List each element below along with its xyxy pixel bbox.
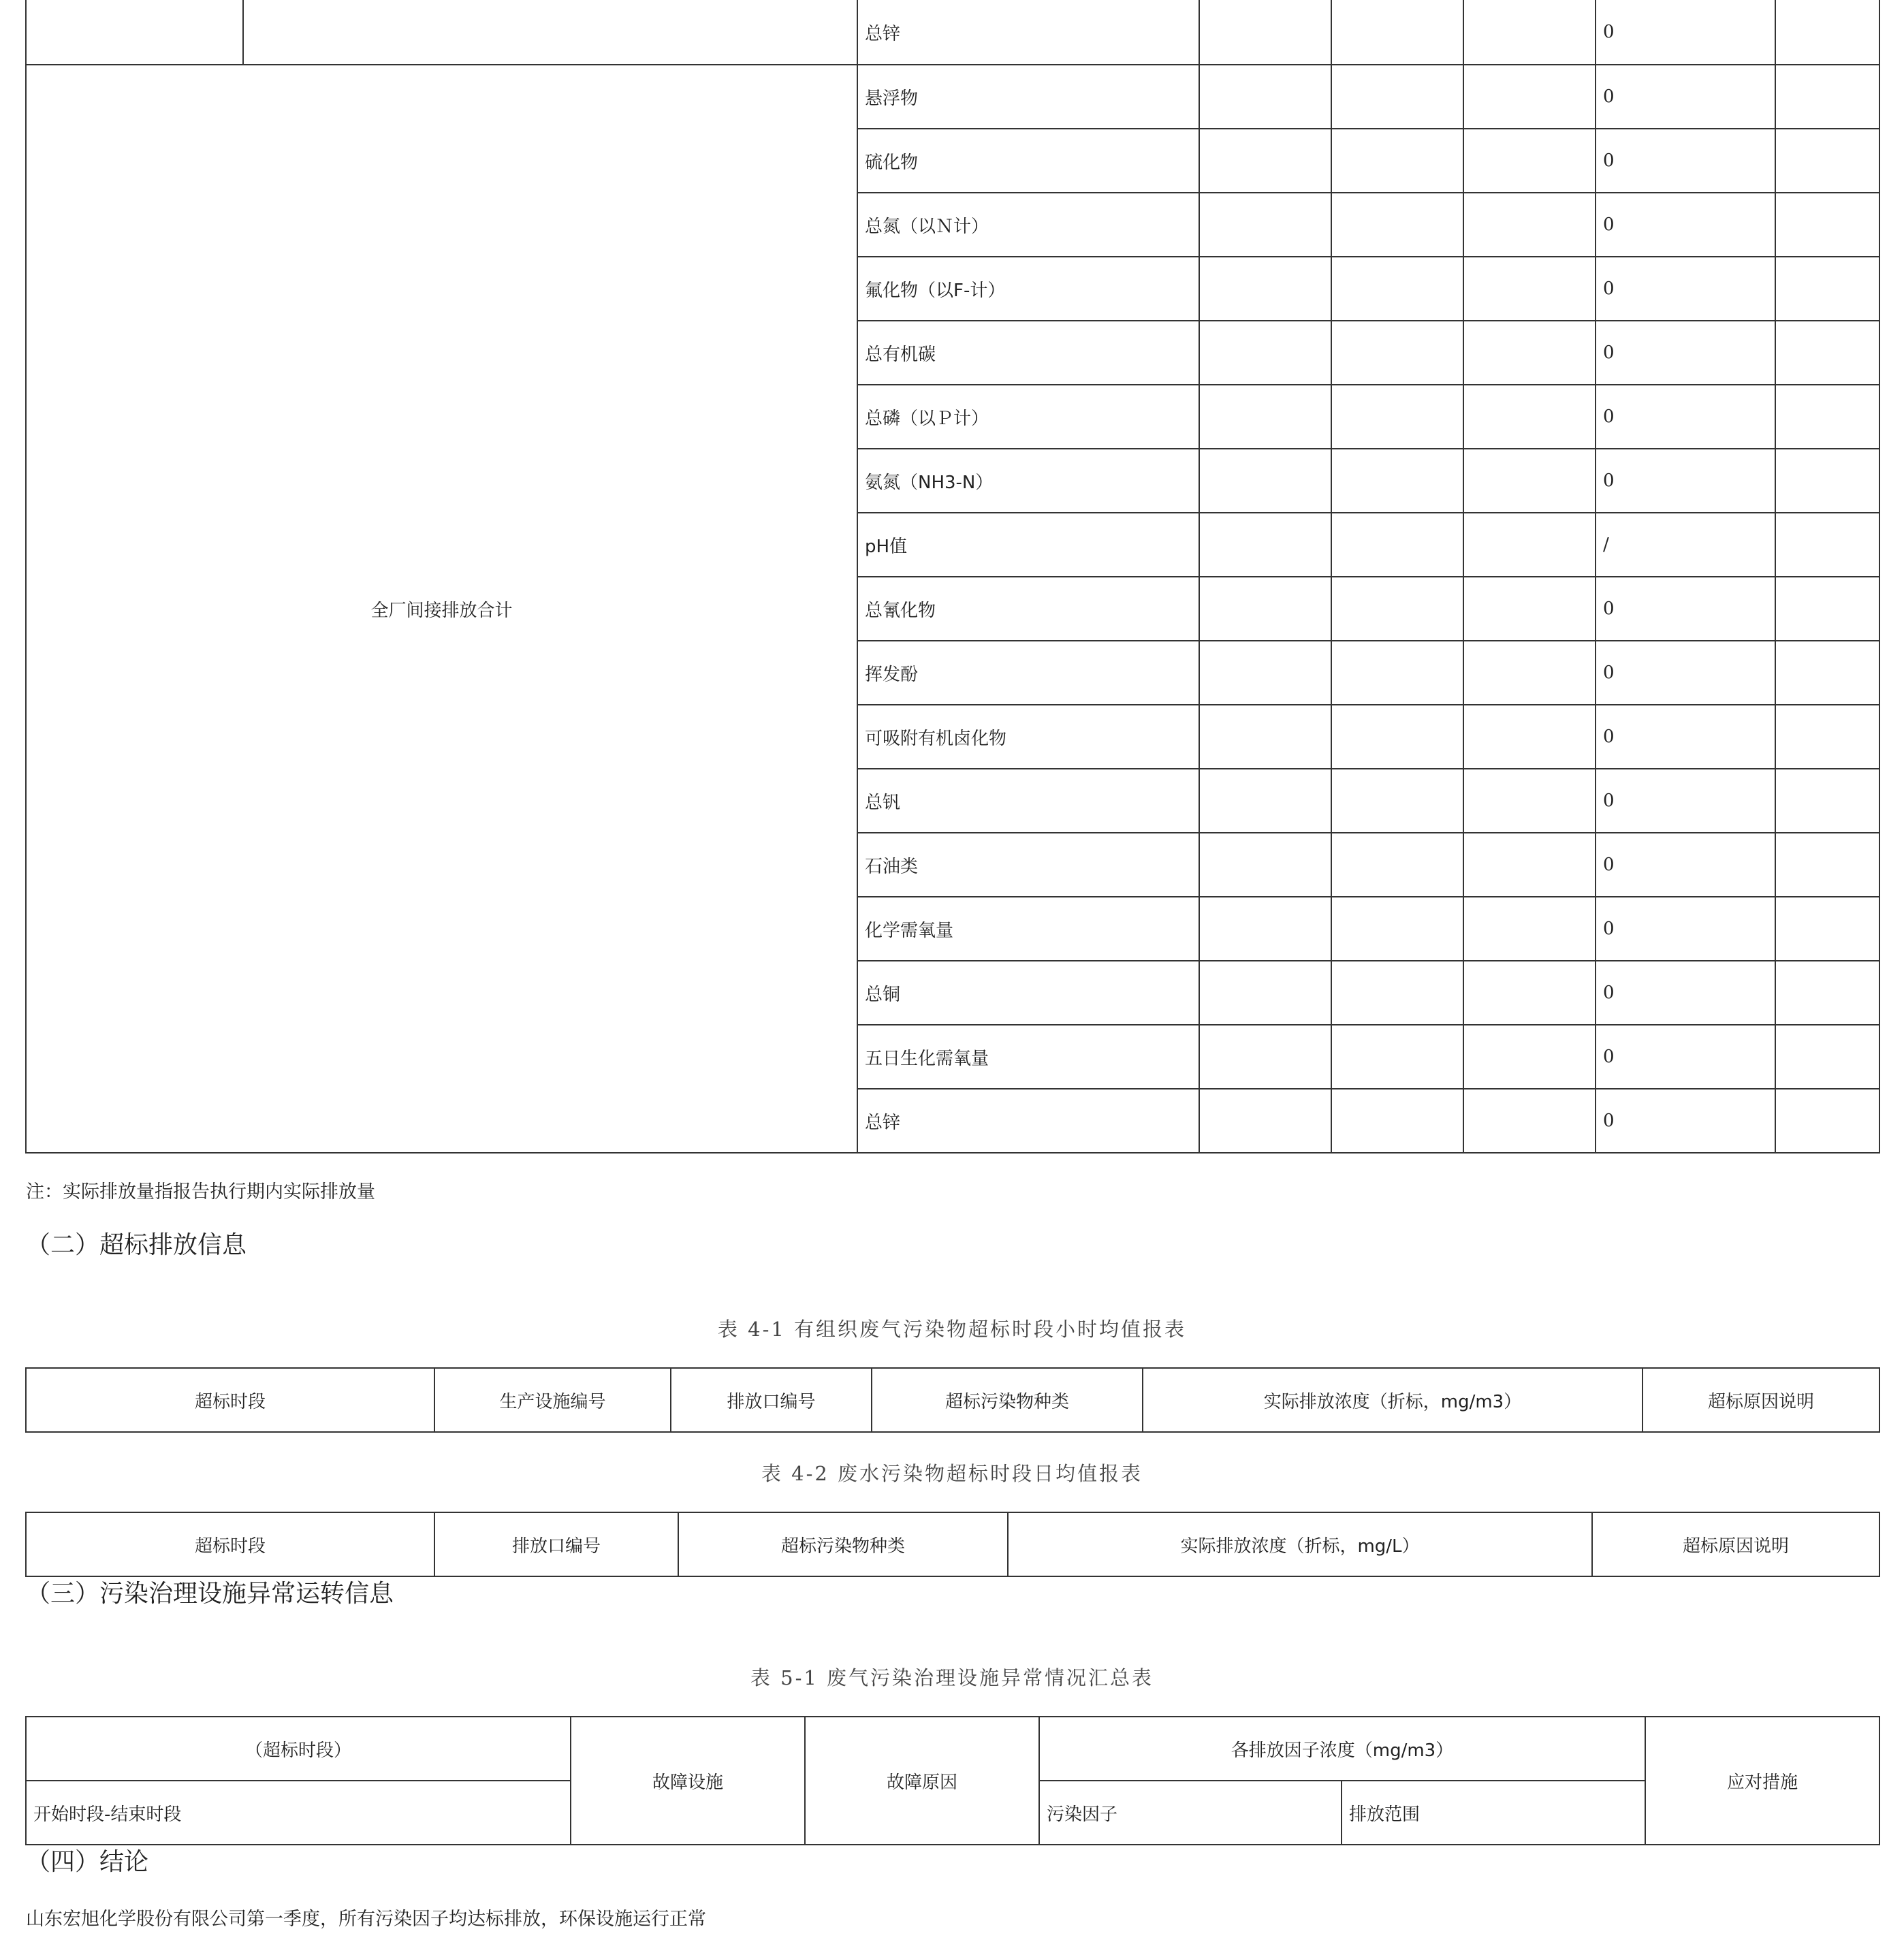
- pollutant-name-cell: 氨氮（NH3-N）: [857, 449, 1199, 513]
- cell-empty: [1775, 321, 1879, 385]
- table-4-2-caption: 表 4-2 废水污染物超标时段日均值报表: [761, 1462, 1143, 1485]
- cell-empty: [1331, 129, 1463, 193]
- cell-empty: [1199, 769, 1331, 833]
- table-header-row: [26, 1368, 1879, 1432]
- pollutant-name-cell: 总氰化物: [857, 577, 1199, 641]
- header-cell: 超标污染物种类: [872, 1368, 1143, 1432]
- cell-empty: [1199, 1025, 1331, 1089]
- header-cell: 超标时段: [26, 1368, 434, 1432]
- cell-empty: [1463, 1025, 1596, 1089]
- emission-value-cell: 0: [1596, 0, 1775, 65]
- cell-empty: [1463, 961, 1596, 1025]
- table-5-1-caption: 表 5-1 废气污染治理设施异常情况汇总表: [750, 1666, 1154, 1689]
- cell-empty: [1463, 641, 1596, 705]
- pollutant-name-cell: 总锌: [857, 0, 1199, 65]
- cell-empty: [1463, 449, 1596, 513]
- cell-empty: [1331, 1089, 1463, 1153]
- group-label-cell: 全厂间接排放合计: [26, 65, 857, 1153]
- pollutant-name-cell: 硫化物: [857, 129, 1199, 193]
- cell-empty: [1463, 0, 1596, 65]
- emission-value-cell: 0: [1596, 257, 1775, 321]
- cell-empty: [1775, 385, 1879, 449]
- cell-empty: [1331, 257, 1463, 321]
- countermeasure-header: 应对措施: [1645, 1717, 1879, 1845]
- footnote: 注：实际排放量指报告执行期内实际排放量: [26, 1181, 375, 1203]
- cell-empty: [1199, 257, 1331, 321]
- cell-empty: [1199, 0, 1331, 65]
- cell-empty: [1331, 513, 1463, 577]
- cell-empty: [1463, 513, 1596, 577]
- cell-empty: [1463, 577, 1596, 641]
- pollution-factor-header: 污染因子: [1039, 1781, 1342, 1845]
- cell-empty: [1199, 449, 1331, 513]
- cell-empty: [1331, 65, 1463, 129]
- cell-empty: [26, 0, 243, 65]
- period-header: （超标时段）: [26, 1717, 571, 1781]
- pollutant-name-cell: 石油类: [857, 833, 1199, 897]
- emission-range-header: 排放范围: [1342, 1781, 1645, 1845]
- pollutant-emission-table: [25, 0, 1880, 1153]
- concentration-header: 各排放因子浓度（mg/m3）: [1039, 1717, 1645, 1781]
- cell-empty: [1775, 65, 1879, 129]
- emission-value-cell: 0: [1596, 1025, 1775, 1089]
- fault-reason-header: 故障原因: [805, 1717, 1039, 1845]
- pollutant-name-cell: 总钒: [857, 769, 1199, 833]
- table-header-row: [26, 1512, 1879, 1576]
- cell-empty: [1199, 833, 1331, 897]
- cell-empty: [1775, 257, 1879, 321]
- cell-empty: [1199, 577, 1331, 641]
- cell-empty: [1463, 705, 1596, 769]
- pollutant-name-cell: 化学需氧量: [857, 897, 1199, 961]
- cell-empty: [1775, 193, 1879, 257]
- table-row: [26, 65, 1879, 129]
- cell-empty: [1331, 0, 1463, 65]
- cell-empty: [1775, 769, 1879, 833]
- cell-empty: [1775, 833, 1879, 897]
- cell-empty: [1775, 449, 1879, 513]
- header-cell: 排放口编号: [434, 1512, 678, 1576]
- cell-empty: [1775, 129, 1879, 193]
- cell-empty: [1331, 321, 1463, 385]
- cell-empty: [1199, 385, 1331, 449]
- cell-empty: [1463, 321, 1596, 385]
- cell-empty: [1331, 641, 1463, 705]
- table-5-1: [25, 1716, 1880, 1845]
- table-4-1: [25, 1367, 1880, 1433]
- pollutant-name-cell: 悬浮物: [857, 65, 1199, 129]
- cell-empty: [1331, 385, 1463, 449]
- pollutant-name-cell: 挥发酚: [857, 641, 1199, 705]
- emission-value-cell: 0: [1596, 769, 1775, 833]
- cell-empty: [1199, 641, 1331, 705]
- emission-value-cell: 0: [1596, 321, 1775, 385]
- cell-empty: [1199, 129, 1331, 193]
- emission-value-cell: 0: [1596, 833, 1775, 897]
- cell-empty: [1775, 705, 1879, 769]
- cell-empty: [1463, 65, 1596, 129]
- pollutant-name-cell: 可吸附有机卤化物: [857, 705, 1199, 769]
- cell-empty: [1199, 65, 1331, 129]
- cell-empty: [1775, 897, 1879, 961]
- cell-empty: [1331, 833, 1463, 897]
- cell-empty: [1331, 705, 1463, 769]
- table-4-1-caption: 表 4-1 有组织废气污染物超标时段小时均值报表: [717, 1318, 1187, 1341]
- header-cell: 排放口编号: [671, 1368, 872, 1432]
- cell-empty: [1463, 769, 1596, 833]
- cell-empty: [1331, 1025, 1463, 1089]
- emission-value-cell: 0: [1596, 577, 1775, 641]
- cell-empty: [1331, 769, 1463, 833]
- emission-value-cell: 0: [1596, 193, 1775, 257]
- emission-value-cell: /: [1596, 513, 1775, 577]
- cell-empty: [1199, 1089, 1331, 1153]
- emission-value-cell: 0: [1596, 129, 1775, 193]
- section-title-conclusion: （四）结论: [26, 1848, 149, 1876]
- faulty-facility-header: 故障设施: [571, 1717, 805, 1845]
- pollutant-name-cell: 五日生化需氧量: [857, 1025, 1199, 1089]
- header-cell: 生产设施编号: [434, 1368, 671, 1432]
- cell-empty: [1775, 961, 1879, 1025]
- cell-empty: [1331, 449, 1463, 513]
- cell-empty: [1199, 193, 1331, 257]
- section-title-exceedance: （二）超标排放信息: [26, 1231, 247, 1259]
- header-cell: 超标时段: [26, 1512, 434, 1576]
- cell-empty: [1199, 961, 1331, 1025]
- cell-empty: [1463, 897, 1596, 961]
- emission-value-cell: 0: [1596, 65, 1775, 129]
- pollutant-name-cell: pH值: [857, 513, 1199, 577]
- header-cell: 实际排放浓度（折标，mg/L）: [1008, 1512, 1592, 1576]
- cell-empty: [1463, 833, 1596, 897]
- pollutant-name-cell: 总有机碳: [857, 321, 1199, 385]
- pollutant-name-cell: 总锌: [857, 1089, 1199, 1153]
- emission-value-cell: 0: [1596, 897, 1775, 961]
- header-cell: 超标原因说明: [1592, 1512, 1879, 1576]
- emission-value-cell: 0: [1596, 385, 1775, 449]
- cell-empty: [1331, 897, 1463, 961]
- cell-empty: [1463, 193, 1596, 257]
- emission-value-cell: 0: [1596, 961, 1775, 1025]
- cell-empty: [1331, 193, 1463, 257]
- table-header-row: [26, 1717, 1879, 1781]
- cell-empty: [1463, 129, 1596, 193]
- cell-empty: [1331, 961, 1463, 1025]
- table-row: [26, 0, 1879, 65]
- pollutant-table-body: [26, 0, 1879, 1153]
- emission-value-cell: 0: [1596, 449, 1775, 513]
- pollutant-name-cell: 总氮（以Ｎ计）: [857, 193, 1199, 257]
- cell-empty: [1199, 321, 1331, 385]
- cell-empty: [1331, 577, 1463, 641]
- cell-empty: [1463, 385, 1596, 449]
- cell-empty: [1463, 1089, 1596, 1153]
- pollutant-name-cell: 氟化物（以F-计）: [857, 257, 1199, 321]
- cell-empty: [1199, 705, 1331, 769]
- table-4-2: [25, 1512, 1880, 1577]
- cell-empty: [1775, 577, 1879, 641]
- cell-empty: [1775, 0, 1879, 65]
- header-cell: 实际排放浓度（折标，mg/m3）: [1143, 1368, 1643, 1432]
- emission-value-cell: 0: [1596, 641, 1775, 705]
- header-cell: 超标污染物种类: [678, 1512, 1008, 1576]
- pollutant-name-cell: 总铜: [857, 961, 1199, 1025]
- period-subheader: 开始时段-结束时段: [26, 1781, 571, 1845]
- cell-empty: [1199, 513, 1331, 577]
- cell-empty: [1775, 1025, 1879, 1089]
- cell-empty: [1775, 513, 1879, 577]
- header-cell: 超标原因说明: [1643, 1368, 1879, 1432]
- pollutant-name-cell: 总磷（以Ｐ计）: [857, 385, 1199, 449]
- cell-empty: [243, 0, 857, 65]
- cell-empty: [1463, 257, 1596, 321]
- cell-empty: [1775, 1089, 1879, 1153]
- emission-value-cell: 0: [1596, 705, 1775, 769]
- cell-empty: [1775, 641, 1879, 705]
- emission-value-cell: 0: [1596, 1089, 1775, 1153]
- section-title-facility-abnormal: （三）污染治理设施异常运转信息: [26, 1580, 394, 1608]
- cell-empty: [1199, 897, 1331, 961]
- conclusion-text: 山东宏旭化学股份有限公司第一季度，所有污染因子均达标排放，环保设施运行正常: [26, 1909, 706, 1930]
